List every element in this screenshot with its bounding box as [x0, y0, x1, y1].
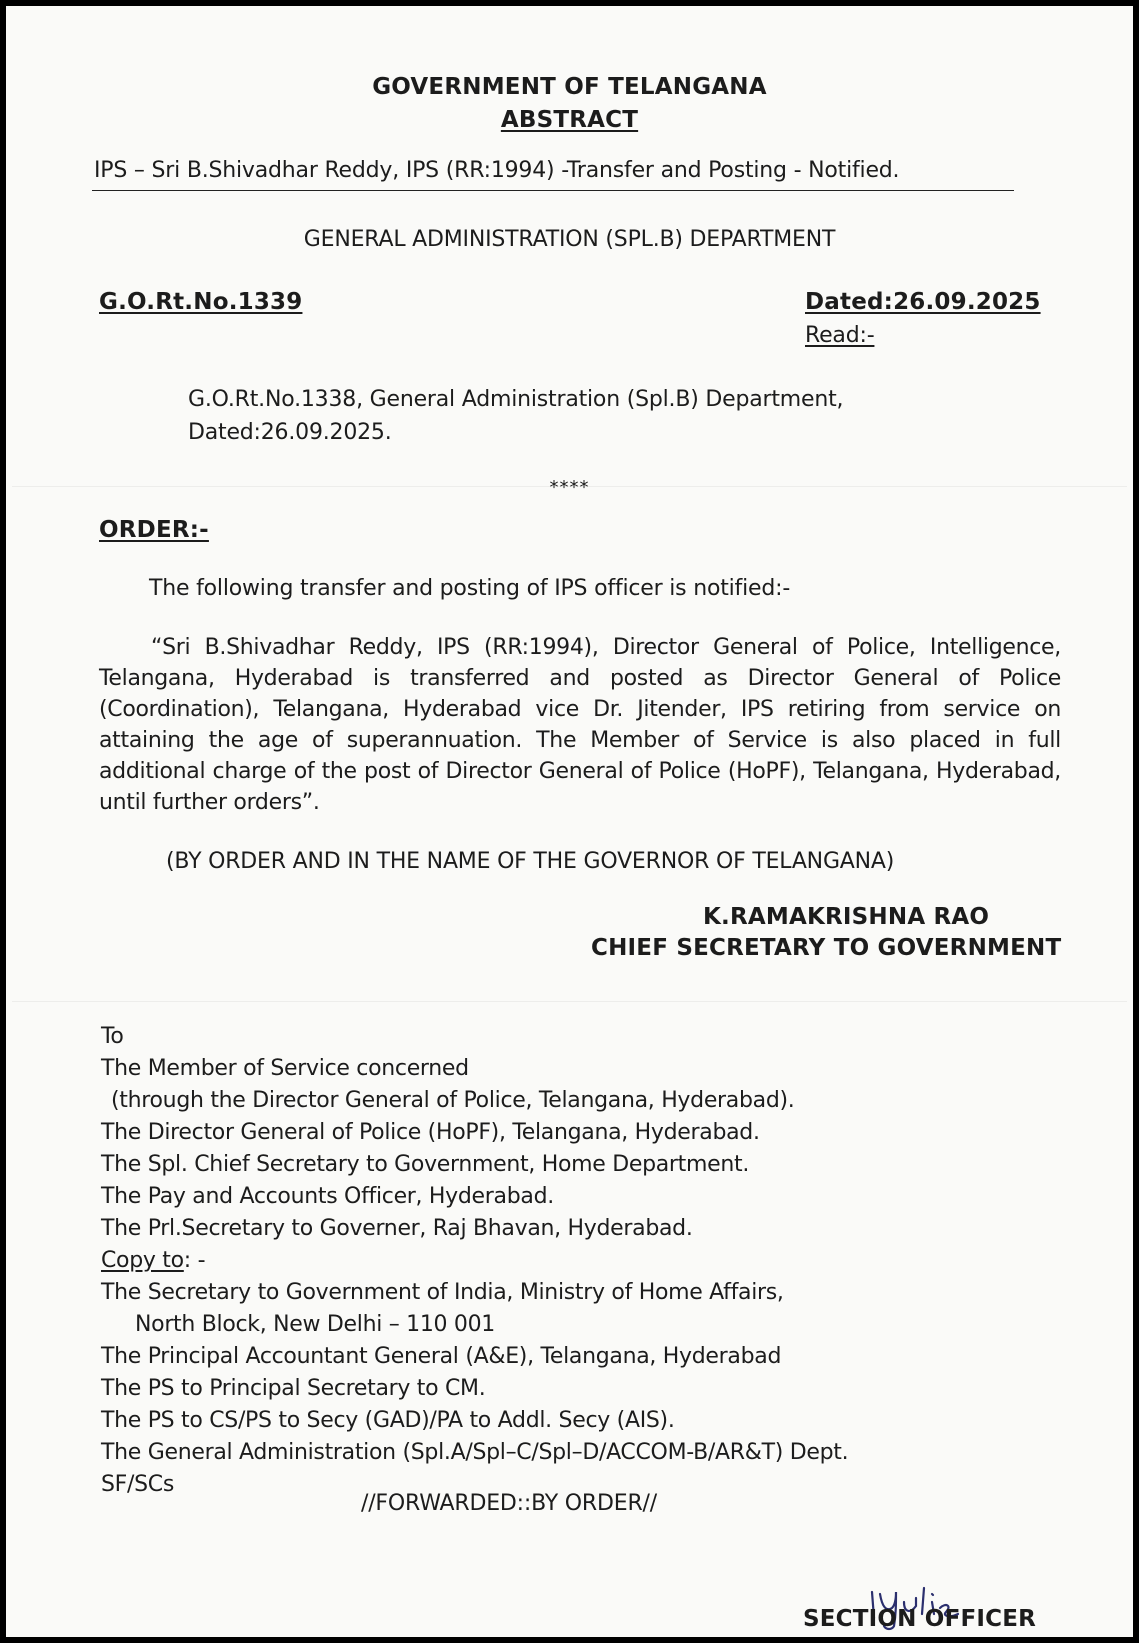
department-name: GENERAL ADMINISTRATION (SPL.B) DEPARTMENT [303, 227, 836, 252]
list-item: The Member of Service concerned [101, 1056, 469, 1081]
government-title: GOVERNMENT OF TELANGANA [372, 74, 767, 100]
order-heading: ORDER:- [99, 517, 209, 543]
signatory-name: K.RAMAKRISHNA RAO [703, 904, 990, 930]
paper-fold-line [12, 1001, 1127, 1002]
reference-line-1: G.O.Rt.No.1338, General Administration (Spl.B) Department, [188, 387, 844, 412]
list-item: The Pay and Accounts Officer, Hyderabad. [101, 1184, 554, 1209]
list-item: The Principal Accountant General (A&E), Telangana, Hyderabad [101, 1344, 782, 1369]
list-item: SF/SCs [101, 1472, 175, 1497]
list-item: (through the Director General of Police, Telangana, Hyderabad). [111, 1088, 795, 1113]
go-date: Dated:26.09.2025 [805, 289, 1041, 315]
copy-to-label [101, 1248, 205, 1273]
separator-stars: **** [549, 477, 590, 498]
abstract-heading: ABSTRACT [500, 107, 639, 133]
list-item: North Block, New Delhi – 110 001 [135, 1312, 495, 1337]
list-item: The General Administration (Spl.A/Spl–C/Spl–D/ACCOM-B/AR&T) Dept. [101, 1440, 849, 1465]
list-item: The PS to CS/PS to Secy (GAD)/PA to Addl. Secy (AIS). [101, 1408, 675, 1433]
copy-to-suffix: : - [183, 1248, 206, 1273]
subject-line: IPS – Sri B.Shivadhar Reddy, IPS (RR:1994) -Transfer and Posting - Notified. [94, 158, 900, 183]
list-item: The Prl.Secretary to Governer, Raj Bhavan, Hyderabad. [101, 1216, 693, 1241]
reference-line-2: Dated:26.09.2025. [188, 420, 392, 445]
distribution-list [101, 1024, 1061, 1524]
order-intro: The following transfer and posting of IPS officer is notified:- [149, 576, 791, 601]
read-label: Read:- [805, 323, 875, 348]
go-number: G.O.Rt.No.1339 [99, 289, 303, 315]
section-officer-label: SECTION OFFICER [803, 1606, 1037, 1632]
order-body: “Sri B.Shivadhar Reddy, IPS (RR:1994), Director General of Police, Intelligence, Telangana, Hyderabad is transferred and posted as Director General of Police (Coordination), Telangana, Hyderabad vice Dr. Jitender, IPS retiring from service on attaining the age of superannuation. The Member of Service is also placed in full additional charge of the post of Director General of Police (HoPF), Telangana, Hyderabad, until further orders”. [99, 635, 1061, 815]
list-item: The PS to Principal Secretary to CM. [101, 1376, 486, 1401]
list-item: The Spl. Chief Secretary to Government, Home Department. [101, 1152, 750, 1177]
copy-to-text: Copy to [101, 1248, 184, 1273]
to-label: To [101, 1024, 124, 1049]
forwarded-line: //FORWARDED::BY ORDER// [361, 1491, 657, 1516]
by-order-line: (BY ORDER AND IN THE NAME OF THE GOVERNOR OF TELANGANA) [166, 849, 895, 874]
list-item: The Secretary to Government of India, Ministry of Home Affairs, [101, 1280, 784, 1305]
subject-underline [92, 190, 1014, 191]
signatory-title: CHIEF SECRETARY TO GOVERNMENT [591, 935, 1062, 961]
list-item: The Director General of Police (HoPF), Telangana, Hyderabad. [101, 1120, 760, 1145]
